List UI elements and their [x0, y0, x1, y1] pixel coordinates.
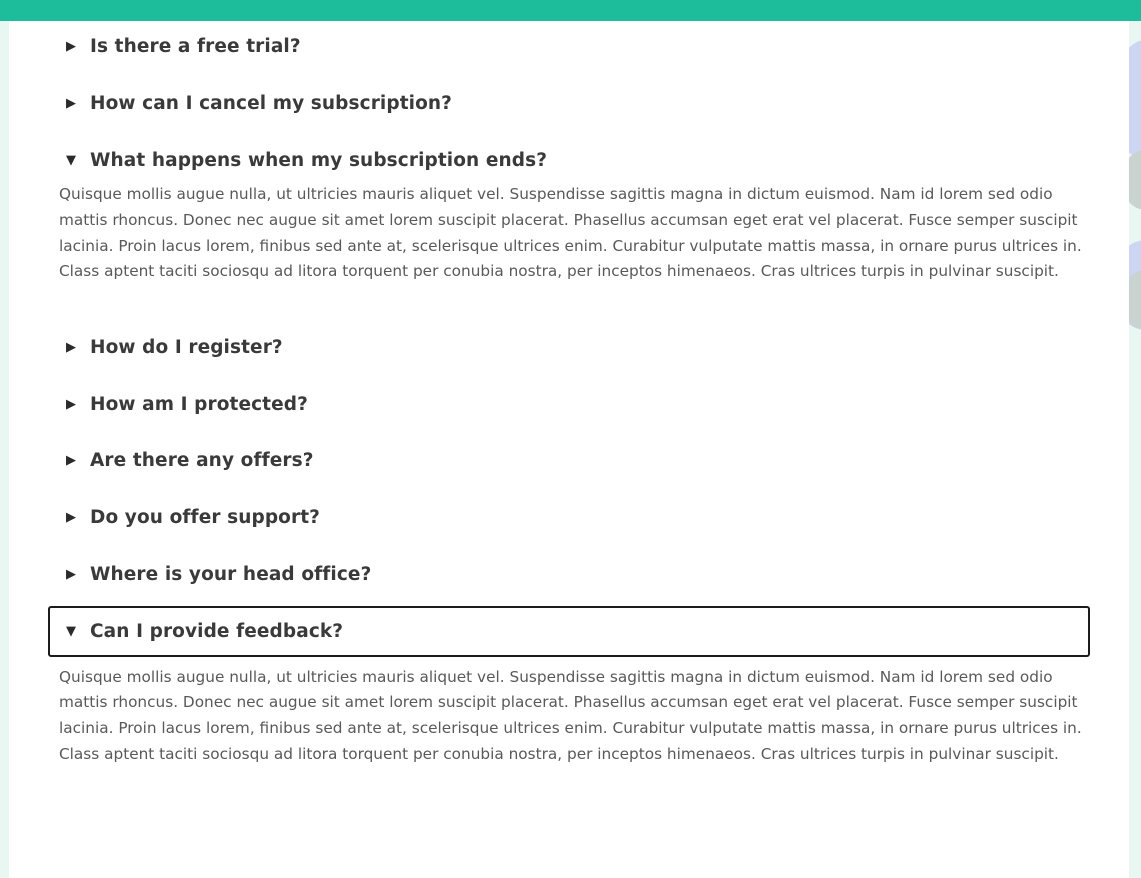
- collapsed-arrow-icon: ▶: [66, 95, 76, 111]
- faq-answer: Quisque mollis augue nulla, ut ultricies mauris aliquet vel. Suspendisse sagittis magna in dictum euismod. Nam id lorem sed odio mattis rhoncus. Donec nec augue sit amet lorem suscipit placerat. Phasellus accumsan eget erat vel placerat. Fusce semper suscipit lacinia. Proin lacus lorem, finibus sed ante at, scelerisque ultrices enim. Curabitur vulputate mattis massa, in ornare purus ultrices in. Class aptent taciti sociosqu ad litora torquent per conubia nostra, per inceptos himenaeos. Cras ultrices turpis in pulvinar suscipit.: [59, 667, 1082, 763]
- collapsed-arrow-icon: ▶: [66, 510, 76, 526]
- faq-question-protected[interactable]: [48, 379, 1090, 430]
- faq-answer: Quisque mollis augue nulla, ut ultricies mauris aliquet vel. Suspendisse sagittis magna in dictum euismod. Nam id lorem sed odio mattis rhoncus. Donec nec augue sit amet lorem suscipit placerat. Phasellus accumsan eget erat vel placerat. Fusce semper suscipit lacinia. Proin lacus lorem, finibus sed ante at, scelerisque ultrices enim. Curabitur vulputate mattis massa, in ornare purus ultrices in. Class aptent taciti sociosqu ad litora torquent per conubia nostra, per inceptos himenaeos. Cras ultrices turpis in pulvinar suscipit.: [59, 185, 1082, 281]
- faq-question-cancel-subscription[interactable]: [48, 78, 1090, 129]
- faq-question-label: Can I provide feedback?: [90, 620, 344, 642]
- top-accent-bar: [0, 0, 1141, 21]
- faq-question-label: What happens when my subscription ends?: [90, 149, 548, 171]
- faq-question-label: Is there a free trial?: [90, 36, 301, 57]
- expanded-arrow-icon: ▼: [66, 152, 76, 168]
- faq-question-offers[interactable]: [48, 435, 1090, 486]
- faq-question-label: Do you offer support?: [90, 507, 320, 529]
- faq-question-register[interactable]: [48, 322, 1090, 373]
- faq-question-label: How do I register?: [90, 336, 283, 358]
- faq-question-subscription-ends[interactable]: [48, 135, 1090, 186]
- faq-question-label: Are there any offers?: [90, 450, 314, 472]
- faq-question-label: How can I cancel my subscription?: [90, 92, 453, 114]
- expanded-arrow-icon: ▼: [66, 623, 76, 639]
- collapsed-arrow-icon: ▶: [66, 453, 76, 469]
- faq-question-label: Where is your head office?: [90, 563, 372, 585]
- collapsed-arrow-icon: ▶: [66, 39, 76, 54]
- faq-question-head-office[interactable]: [48, 549, 1090, 600]
- faq-question-feedback[interactable]: [48, 606, 1090, 657]
- faq-question-support[interactable]: [48, 492, 1090, 543]
- faq-list: [48, 21, 1090, 767]
- faq-question-free-trial[interactable]: [48, 21, 1090, 72]
- collapsed-arrow-icon: ▶: [66, 339, 76, 355]
- faq-question-label: How am I protected?: [90, 393, 308, 415]
- collapsed-arrow-icon: ▶: [66, 566, 76, 582]
- collapsed-arrow-icon: ▶: [66, 396, 76, 412]
